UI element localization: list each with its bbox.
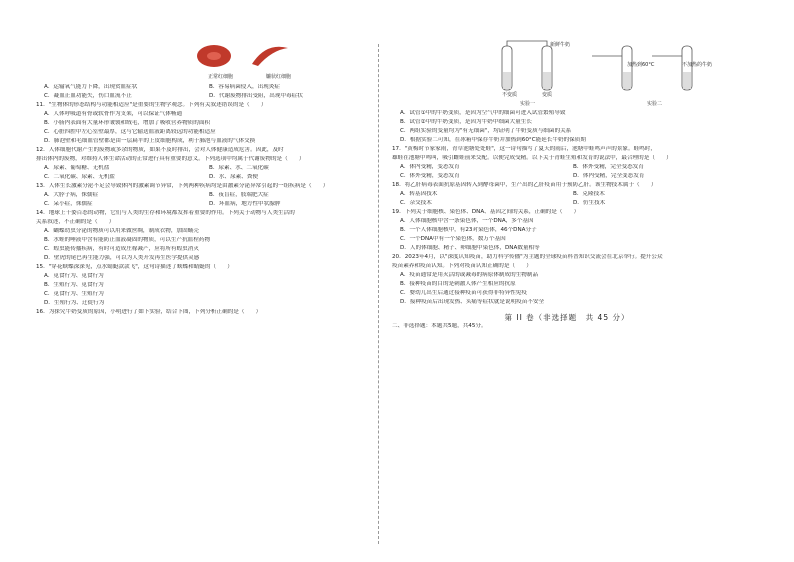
q11-option: D．肺泡壁和毛细血管壁都是由一层扁平的上皮细胞构成，利于肺泡与血液的气体交换 bbox=[44, 138, 256, 144]
option-c: C．凝血止血功能失，伤口血流不止 bbox=[44, 93, 132, 99]
q13-option: C．呆小症，侏儒症 bbox=[44, 201, 93, 207]
caption-experiment-1: 实验一 bbox=[520, 101, 536, 107]
experiment-figure bbox=[392, 40, 742, 110]
q20-option: A．疫苗通常是用灭活的或减毒的病原体制成的生物制品 bbox=[400, 272, 539, 278]
question-12: 12．人体细胞代谢产生的废物或多余的物质，如果不及时排出，会对人体健康造成危害。因此，及时 bbox=[36, 147, 284, 153]
q13-option: D．坏血病，地方性甲状腺肿 bbox=[209, 201, 281, 207]
q16-option: D．根据实验二可知，在冰箱中保存牛奶并加热到60°C能延长牛奶的保质期 bbox=[400, 137, 586, 143]
blood-cell-figure bbox=[36, 40, 366, 84]
q15-option: D．生殖行为、迁徙行为 bbox=[44, 300, 105, 306]
section-title: 第 II 卷（非选择题 共 45 分） bbox=[504, 313, 630, 322]
q16-option: A．试管①中的牛奶变质，是因为空气中的细菌可进入试管繁殖导致 bbox=[400, 110, 566, 116]
q12-option: B．尿素、水、二氧化碳 bbox=[209, 165, 269, 171]
q15-option: A．觅食行为、觅食行为 bbox=[44, 273, 104, 279]
q17-option: A．体内受精，变态发育 bbox=[400, 164, 460, 170]
column-divider bbox=[378, 44, 379, 544]
exam-page bbox=[14, 14, 780, 548]
caption-experiment-2: 实验二 bbox=[647, 101, 663, 107]
q19-option: B．一个人体细胞核中，有23对染色体，46个DNA分子 bbox=[400, 227, 537, 233]
q13-option: B．夜盲症，肢端肥大症 bbox=[209, 192, 269, 198]
q11-option: B．小肠内表面有大量环形皱襞和绒毛，增加了吸收营养物质的面积 bbox=[44, 120, 211, 126]
q14-option: B．水蛭的唾液中含有能防止血液凝固的物质，可以生产抗血栓药物 bbox=[44, 237, 211, 243]
q15-option: B．生殖行为、觅食行为 bbox=[44, 282, 104, 288]
q14-option: C．蝗虫能传播疾病，有时可造成庄稼减产，应将所有蝗虫消灭 bbox=[44, 246, 199, 252]
q17-option: C．体外受精，变态发育 bbox=[400, 173, 460, 179]
question-12-cont: 排出体内的废物，对维持人体生命活动的正常进行具有重要的意义。下列选项中均属于代谢废物的是（ ） bbox=[36, 156, 305, 162]
q16-option: C．两组实验的变量均为"有无细菌"，均证明了牛奶变质与细菌的关系 bbox=[400, 128, 572, 134]
question-13: 13．人体生长激素分泌不足会导致体内的激素调节异常，下列两种疾病均是由激素分泌异常引起的一组疾病是（ ） bbox=[36, 183, 329, 189]
q18-option: A．转基因技术 bbox=[400, 191, 438, 197]
q17-option: B．体外受精，完全变态发育 bbox=[573, 164, 644, 170]
question-17-cont: 雄蛙在池塘中鸣叫，吸引雌蛙前来交配。以便完成受精。以下关于青蛙生殖和发育的说法中，最合理的是（ ） bbox=[392, 155, 672, 161]
section-note: 二、非选择题：本题共5题，共45分。 bbox=[392, 323, 487, 329]
caption-normal-cell: 正常红细胞 bbox=[208, 74, 234, 80]
q18-option: C．杂交技术 bbox=[400, 200, 432, 206]
q16-option: B．试管②中的牛奶变质，是因为牛奶中细菌大量生长 bbox=[400, 119, 532, 125]
question-20: 20．2023年4月，以"深度认知疫苗，助力科学传播"为主题的全球疫苗科普知识交流会在北京举行。提升公众 bbox=[392, 254, 663, 260]
q12-option: A．尿素、葡萄糖、无机盐 bbox=[44, 165, 110, 171]
option-a: A．运输氧气能力下降，出现贫血症状 bbox=[44, 84, 138, 90]
question-20-cont: 疫苗素养和疫苗认知。下列对疫苗认知正确的是（ ） bbox=[392, 263, 532, 269]
q14-option: A．蝴蝶幼虫分泌的物质可以用来做丝绸，制成衣物，加固蛹壳 bbox=[44, 228, 199, 234]
question-19: 19．下列关于细胞核、染色体、DNA、基因之间的关系，正确的是（ ） bbox=[392, 209, 580, 215]
label-no-spoil: 不变质 bbox=[502, 92, 518, 98]
label-heat-60: 加热到60°C bbox=[627, 62, 655, 68]
question-11: 11．"生物体的形态结构与功能相适应"是重要的生物学观念。下列有关叙述错误的是（ ） bbox=[36, 102, 267, 108]
q20-option: D．接种疫苗后出现发热、头痛等症状就是说明疫苗不安全 bbox=[400, 299, 545, 305]
q15-option: C．觅食行为、生殖行为 bbox=[44, 291, 104, 297]
question-18: 18．将乙肝病毒表面抗原基因转入到酵母菌中，生产出的乙肝疫苗用于预防乙肝。该生物技术属于（ ） bbox=[392, 182, 657, 188]
label-unheated-milk: 不加热的牛奶 bbox=[682, 62, 713, 68]
q11-option: C．心脏四腔中左心室壁最厚，这与它输送血液距离较远的功能相适应 bbox=[44, 129, 216, 135]
q12-option: D．水、尿素、粪便 bbox=[209, 174, 259, 180]
q19-option: C．一个DNA中有一个染色体，数万个基因 bbox=[400, 236, 506, 242]
option-d: D．代谢废物排出受阻，出现中毒症状 bbox=[209, 93, 303, 99]
experiment-diagram bbox=[492, 40, 732, 108]
label-spoil: 变质 bbox=[542, 92, 553, 98]
q17-option: D．体内受精，完全变态发育 bbox=[573, 173, 645, 179]
question-15: 15．"穿花蛱蝶深深见，点水蜻蜓款款飞"，这句诗描述了蛱蝶和蜻蜓的（ ） bbox=[36, 264, 233, 270]
sickle-red-cell bbox=[252, 47, 288, 66]
q13-option: A．大脖子病，侏儒症 bbox=[44, 192, 99, 198]
q18-option: D．仿生技术 bbox=[573, 200, 606, 206]
left-column bbox=[36, 40, 366, 318]
q19-option: A．人体细胞核中含一条染色体，一个DNA，多个基因 bbox=[400, 218, 534, 224]
question-16: 16．为探究牛奶变质的原因，小明进行了如下实验，结合下图，下列分析正确的是（ ） bbox=[36, 309, 262, 315]
question-17: 17．"黄梅时节家家雨，青草池塘处处蛙"，这一诗句描写了夏天的雨后，池塘中蛙鸣声声的景象。蛙鸣时， bbox=[392, 146, 656, 152]
q19-option: D．人的体细胞、精子、卵细胞中染色体，DNA数量相等 bbox=[400, 245, 540, 251]
right-column bbox=[392, 40, 742, 332]
q20-option: C．婴幼儿出生后通过接种疫苗可获得非特异性免疫 bbox=[400, 290, 527, 296]
q11-option: A．人体呼吸道有骨或软骨作为支架，可以保证气体畅通 bbox=[44, 111, 183, 117]
q18-option: B．克隆技术 bbox=[573, 191, 605, 197]
question-14-cont: 关系叙述，不正确的是（ ） bbox=[36, 219, 115, 225]
label-fresh-milk: 新鲜牛奶 bbox=[550, 42, 571, 48]
caption-sickle-cell: 镰状红细胞 bbox=[266, 74, 292, 80]
q12-option: C．二氧化碳、尿素、无机盐 bbox=[44, 174, 116, 180]
q14-option: D．壁虎的尾巴再生能力强，可以为人类开发再生医学提供灵感 bbox=[44, 255, 200, 261]
option-b: B．容易病菌侵入，出现炎症 bbox=[209, 84, 280, 90]
q20-option: B．接种疫苗的目的是刺激人体产生相应的抗原 bbox=[400, 281, 516, 287]
question-14: 14．地球上千姿百态的动物，它们与人类的生存和环境都发挥着重要的作用。下列关于动物与人类生活的 bbox=[36, 210, 295, 216]
